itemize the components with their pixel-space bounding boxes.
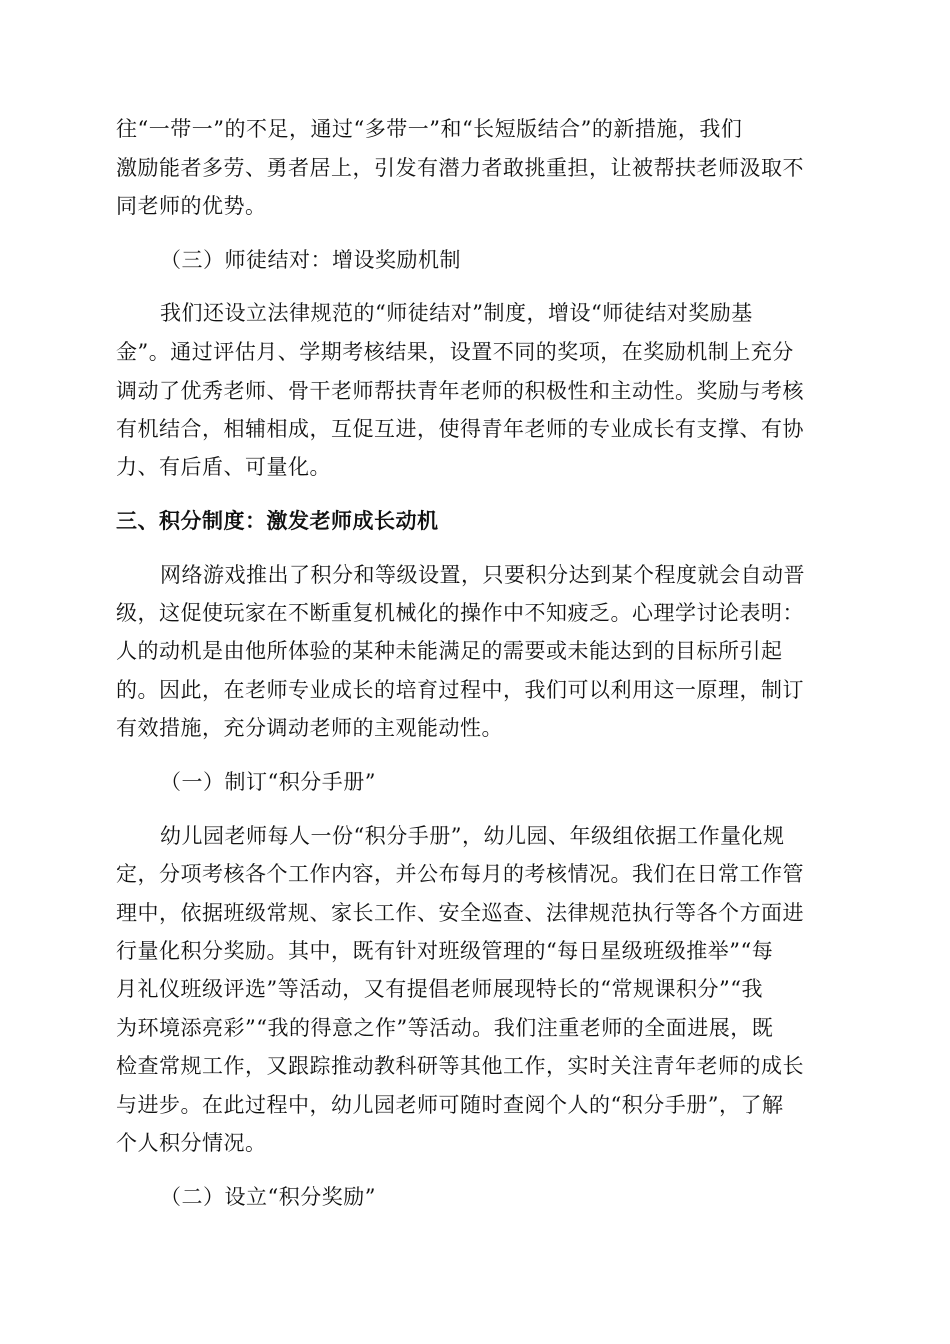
section-heading: 三、积分制度：激发老师成长动机 [116, 509, 439, 533]
body-text-line: 力、有后盾、可量化。 [116, 455, 331, 479]
body-text-line: 幼儿园老师每人一份“积分手册”，幼儿园、年级组依据工作量化规 [160, 824, 785, 848]
body-text-line: 理中，依据班级常规、家长工作、安全巡查、法律规范执行等各个方面进 [116, 901, 804, 925]
body-text-line: 月礼仪班级评选”等活动，又有提倡老师展现特长的“常规课积分”“我 [116, 977, 763, 1001]
body-text-line: 有效措施，充分调动老师的主观能动性。 [116, 716, 503, 740]
body-text-line: 个人积分情况。 [116, 1131, 267, 1155]
body-text-line: 调动了优秀老师、骨干老师帮扶青年老师的积极性和主动性。奖励与考核 [116, 379, 804, 403]
body-text-line: 行量化积分奖励。其中，既有针对班级管理的“每日星级班级推举”“每 [116, 939, 774, 963]
body-text-line: 与进步。在此过程中，幼儿园老师可随时查阅个人的“积分手册”，了解 [116, 1093, 784, 1117]
body-text-line: 检查常规工作，又跟踪推动教科研等其他工作，实时关注青年老师的成长 [116, 1054, 804, 1078]
body-text-line: 为环境添亮彩”“我的得意之作”等活动。我们注重老师的全面进展，既 [116, 1016, 774, 1040]
body-text-line: 同老师的优势。 [116, 194, 267, 218]
body-text-line: 有机结合，相辅相成，互促互进，使得青年老师的专业成长有支撑、有协 [116, 417, 804, 441]
subsection-heading: （二）设立“积分奖励” [160, 1185, 376, 1209]
body-text-line: 定，分项考核各个工作内容，并公布每月的考核情况。我们在日常工作管 [116, 862, 804, 886]
body-text-line: 激励能者多劳、勇者居上，引发有潜力者敢挑重担，让被帮扶老师汲取不 [116, 156, 804, 180]
body-text-line: 金”。通过评估月、学期考核结果，设置不同的奖项，在奖励机制上充分 [116, 340, 794, 364]
subsection-heading: （一）制订“积分手册” [160, 770, 376, 794]
body-text-line: 的。因此，在老师专业成长的培育过程中，我们可以利用这一原理，制订 [116, 678, 804, 702]
body-text-line: 往“一带一”的不足，通过“多带一”和“长短版结合”的新措施，我们 [116, 117, 743, 141]
body-text-line: 人的动机是由他所体验的某种未能满足的需要或未能达到的目标所引起 [116, 639, 783, 663]
body-text-line: 网络游戏推出了积分和等级设置，只要积分达到某个程度就会自动晋 [160, 563, 805, 587]
subsection-heading: （三）师徒结对：增设奖励机制 [160, 248, 461, 272]
body-text-line: 我们还设立法律规范的“师徒结对”制度，增设“师徒结对奖励基 [160, 301, 753, 325]
body-text-line: 级，这促使玩家在不断重复机械化的操作中不知疲乏。心理学讨论表明： [116, 601, 804, 625]
